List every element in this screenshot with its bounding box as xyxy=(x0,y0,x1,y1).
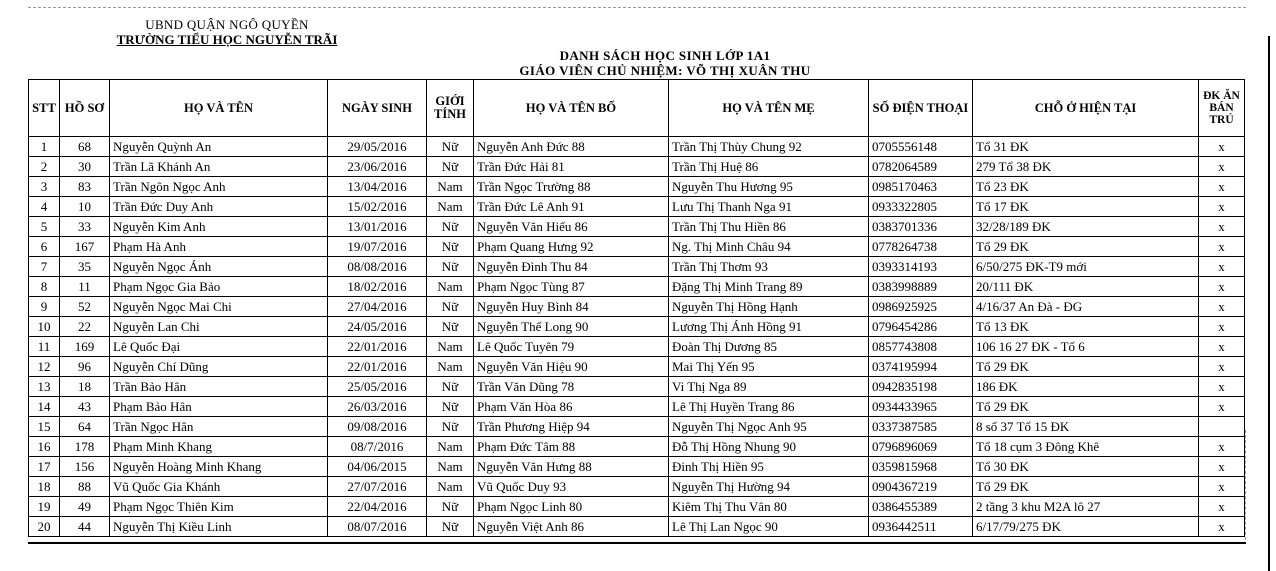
cell-ho-ten-me: Lê Thị Huyền Trang 86 xyxy=(669,397,869,417)
cell-ho-ten-bo: Phạm Ngọc Linh 80 xyxy=(474,497,669,517)
cell-ho-ten-bo: Nguyễn Việt Anh 86 xyxy=(474,517,669,537)
cell-ho-so: 49 xyxy=(60,497,110,517)
table-row xyxy=(29,457,1245,477)
cell-an-ban-tru: x xyxy=(1199,337,1245,357)
table-row xyxy=(29,317,1245,337)
cell-ho-ten-bo: Nguyễn Văn Hiếu 86 xyxy=(474,217,669,237)
cell-ho-ten-bo: Phạm Quang Hưng 92 xyxy=(474,237,669,257)
cell-ho-ten-me: Đặng Thị Minh Trang 89 xyxy=(669,277,869,297)
cell-ngay-sinh: 23/06/2016 xyxy=(328,157,427,177)
cell-ho-ten-me: Nguyễn Thị Hường 94 xyxy=(669,477,869,497)
table-header-row xyxy=(29,80,1245,137)
cell-gioi-tinh: Nữ xyxy=(427,417,474,437)
cell-ho-ten: Trần Lã Khánh An xyxy=(110,157,328,177)
print-area-border xyxy=(1245,430,1246,540)
cell-ho-ten: Phạm Ngọc Thiên Kim xyxy=(110,497,328,517)
cell-stt: 4 xyxy=(29,197,60,217)
cell-gioi-tinh: Nữ xyxy=(427,397,474,417)
col-header-ho-ten-bo: HỌ VÀ TÊN BỐ xyxy=(474,80,669,137)
cell-an-ban-tru: x xyxy=(1199,457,1245,477)
cell-cho-o: Tổ 29 ĐK xyxy=(973,357,1199,377)
table-row xyxy=(29,257,1245,277)
cell-stt: 17 xyxy=(29,457,60,477)
cell-so-dien-thoai: 0904367219 xyxy=(869,477,973,497)
cell-stt: 9 xyxy=(29,297,60,317)
cell-stt: 11 xyxy=(29,337,60,357)
col-header-gioi-tinh: GIỚI TÍNH xyxy=(427,80,474,137)
cell-stt: 15 xyxy=(29,417,60,437)
cell-ho-so: 169 xyxy=(60,337,110,357)
cell-ngay-sinh: 24/05/2016 xyxy=(328,317,427,337)
cell-so-dien-thoai: 0986925925 xyxy=(869,297,973,317)
cell-an-ban-tru: x xyxy=(1199,497,1245,517)
table-row xyxy=(29,177,1245,197)
cell-ho-ten-me: Nguyễn Thị Hồng Hạnh xyxy=(669,297,869,317)
cell-ho-ten: Nguyễn Ngọc Mai Chi xyxy=(110,297,328,317)
cell-ho-ten: Trần Ngọc Hân xyxy=(110,417,328,437)
cell-an-ban-tru: x xyxy=(1199,297,1245,317)
cell-an-ban-tru xyxy=(1199,417,1245,437)
cell-ho-so: 167 xyxy=(60,237,110,257)
cell-ngay-sinh: 08/08/2016 xyxy=(328,257,427,277)
cell-an-ban-tru: x xyxy=(1199,357,1245,377)
cell-stt: 1 xyxy=(29,137,60,157)
col-header-ngay-sinh: NGÀY SINH xyxy=(328,80,427,137)
cell-ho-ten-bo: Nguyễn Anh Đức 88 xyxy=(474,137,669,157)
cell-so-dien-thoai: 0985170463 xyxy=(869,177,973,197)
cell-cho-o: Tổ 17 ĐK xyxy=(973,197,1199,217)
cell-ho-ten-me: Nguyễn Thị Ngọc Anh 95 xyxy=(669,417,869,437)
cell-so-dien-thoai: 0383998889 xyxy=(869,277,973,297)
cell-ho-so: 52 xyxy=(60,297,110,317)
cell-ho-so: 178 xyxy=(60,437,110,457)
cell-ho-so: 18 xyxy=(60,377,110,397)
cell-ho-so: 68 xyxy=(60,137,110,157)
cell-gioi-tinh: Nam xyxy=(427,277,474,297)
cell-cho-o: 2 tầng 3 khu M2A lô 27 xyxy=(973,497,1199,517)
col-header-cho-o: CHỖ Ở HIỆN TẠI xyxy=(973,80,1199,137)
cell-ho-so: 64 xyxy=(60,417,110,437)
district-name: UBND QUẬN NGÔ QUYỀN xyxy=(145,17,309,32)
cell-an-ban-tru: x xyxy=(1199,237,1245,257)
cell-ngay-sinh: 18/02/2016 xyxy=(328,277,427,297)
cell-ho-ten-bo: Nguyễn Đình Thu 84 xyxy=(474,257,669,277)
table-row xyxy=(29,417,1245,437)
cell-ho-ten: Nguyễn Quỳnh An xyxy=(110,137,328,157)
cell-cho-o: 6/50/275 ĐK-T9 mới xyxy=(973,257,1199,277)
cell-ho-ten-bo: Trần Văn Dũng 78 xyxy=(474,377,669,397)
document-title xyxy=(330,48,1000,78)
cell-ho-ten: Trần Bảo Hân xyxy=(110,377,328,397)
cell-ho-ten-me: Vi Thị Nga 89 xyxy=(669,377,869,397)
cell-ho-so: 30 xyxy=(60,157,110,177)
cell-so-dien-thoai: 0393314193 xyxy=(869,257,973,277)
cell-stt: 14 xyxy=(29,397,60,417)
cell-stt: 16 xyxy=(29,437,60,457)
cell-ho-so: 88 xyxy=(60,477,110,497)
cell-cho-o: 279 Tổ 38 ĐK xyxy=(973,157,1199,177)
cell-ho-ten: Phạm Bảo Hân xyxy=(110,397,328,417)
cell-cho-o: 20/111 ĐK xyxy=(973,277,1199,297)
cell-ho-ten: Nguyễn Chí Dũng xyxy=(110,357,328,377)
cell-stt: 7 xyxy=(29,257,60,277)
page-bottom-border xyxy=(28,542,1246,544)
cell-ho-ten-me: Đỗ Thị Hồng Nhung 90 xyxy=(669,437,869,457)
cell-ho-ten-bo: Phạm Văn Hòa 86 xyxy=(474,397,669,417)
cell-ho-ten: Nguyễn Kim Anh xyxy=(110,217,328,237)
table-row xyxy=(29,497,1245,517)
cell-cho-o: 8 số 37 Tổ 15 ĐK xyxy=(973,417,1199,437)
cell-ho-so: 43 xyxy=(60,397,110,417)
table-row xyxy=(29,137,1245,157)
col-header-ho-ten: HỌ VÀ TÊN xyxy=(110,80,328,137)
cell-an-ban-tru: x xyxy=(1199,277,1245,297)
cell-ho-ten: Phạm Hà Anh xyxy=(110,237,328,257)
cell-gioi-tinh: Nữ xyxy=(427,217,474,237)
page-top-border xyxy=(28,7,1246,8)
table-row xyxy=(29,477,1245,497)
cell-ho-so: 11 xyxy=(60,277,110,297)
cell-so-dien-thoai: 0374195994 xyxy=(869,357,973,377)
cell-stt: 19 xyxy=(29,497,60,517)
cell-ho-ten-bo: Phạm Ngọc Tùng 87 xyxy=(474,277,669,297)
table-row xyxy=(29,157,1245,177)
cell-ho-so: 33 xyxy=(60,217,110,237)
cell-cho-o: Tổ 29 ĐK xyxy=(973,237,1199,257)
cell-an-ban-tru: x xyxy=(1199,317,1245,337)
cell-gioi-tinh: Nam xyxy=(427,337,474,357)
cell-ho-ten-me: Đinh Thị Hiền 95 xyxy=(669,457,869,477)
cell-ngay-sinh: 08/7/2016 xyxy=(328,437,427,457)
cell-cho-o: 186 ĐK xyxy=(973,377,1199,397)
cell-cho-o: Tổ 29 ĐK xyxy=(973,397,1199,417)
cell-gioi-tinh: Nam xyxy=(427,357,474,377)
page-right-border xyxy=(1268,36,1270,571)
cell-ngay-sinh: 22/04/2016 xyxy=(328,497,427,517)
cell-so-dien-thoai: 0705556148 xyxy=(869,137,973,157)
col-header-so-dien-thoai: SỐ ĐIỆN THOẠI xyxy=(869,80,973,137)
cell-ho-ten: Nguyễn Lan Chi xyxy=(110,317,328,337)
cell-gioi-tinh: Nam xyxy=(427,457,474,477)
cell-cho-o: Tổ 23 ĐK xyxy=(973,177,1199,197)
cell-ngay-sinh: 15/02/2016 xyxy=(328,197,427,217)
table-row xyxy=(29,357,1245,377)
cell-ho-so: 156 xyxy=(60,457,110,477)
table-row xyxy=(29,237,1245,257)
cell-ho-ten-bo: Nguyễn Văn Hiệu 90 xyxy=(474,357,669,377)
cell-ho-ten-bo: Nguyễn Văn Hưng 88 xyxy=(474,457,669,477)
cell-so-dien-thoai: 0796896069 xyxy=(869,437,973,457)
table-row xyxy=(29,397,1245,417)
table-row xyxy=(29,197,1245,217)
cell-ngay-sinh: 08/07/2016 xyxy=(328,517,427,537)
cell-ho-ten: Nguyễn Hoàng Minh Khang xyxy=(110,457,328,477)
table-row xyxy=(29,517,1245,537)
cell-gioi-tinh: Nam xyxy=(427,437,474,457)
cell-so-dien-thoai: 0386455389 xyxy=(869,497,973,517)
cell-ho-ten-me: Trần Thị Huệ 86 xyxy=(669,157,869,177)
cell-ho-ten: Nguyễn Thị Kiều Linh xyxy=(110,517,328,537)
table-row xyxy=(29,297,1245,317)
cell-so-dien-thoai: 0857743808 xyxy=(869,337,973,357)
cell-ngay-sinh: 26/03/2016 xyxy=(328,397,427,417)
cell-ngay-sinh: 27/04/2016 xyxy=(328,297,427,317)
cell-ngay-sinh: 13/01/2016 xyxy=(328,217,427,237)
cell-cho-o: Tổ 13 ĐK xyxy=(973,317,1199,337)
cell-stt: 5 xyxy=(29,217,60,237)
cell-cho-o: 32/28/189 ĐK xyxy=(973,217,1199,237)
cell-ngay-sinh: 22/01/2016 xyxy=(328,357,427,377)
cell-gioi-tinh: Nam xyxy=(427,177,474,197)
cell-so-dien-thoai: 0782064589 xyxy=(869,157,973,177)
cell-so-dien-thoai: 0383701336 xyxy=(869,217,973,237)
cell-ho-so: 10 xyxy=(60,197,110,217)
cell-gioi-tinh: Nam xyxy=(427,477,474,497)
cell-an-ban-tru: x xyxy=(1199,517,1245,537)
cell-cho-o: Tổ 31 ĐK xyxy=(973,137,1199,157)
cell-ngay-sinh: 22/01/2016 xyxy=(328,337,427,357)
cell-so-dien-thoai: 0942835198 xyxy=(869,377,973,397)
cell-an-ban-tru: x xyxy=(1199,397,1245,417)
cell-ngay-sinh: 25/05/2016 xyxy=(328,377,427,397)
cell-ho-so: 83 xyxy=(60,177,110,197)
cell-stt: 3 xyxy=(29,177,60,197)
cell-ho-ten-me: Trần Thị Thu Hiền 86 xyxy=(669,217,869,237)
class-list-title: DANH SÁCH HỌC SINH LỚP 1A1 xyxy=(559,48,771,63)
homeroom-teacher: GIÁO VIÊN CHỦ NHIỆM: VÕ THỊ XUÂN THU xyxy=(519,63,811,78)
cell-an-ban-tru: x xyxy=(1199,137,1245,157)
cell-ho-ten-me: Trần Thị Thùy Chung 92 xyxy=(669,137,869,157)
cell-ho-ten-bo: Nguyễn Huy Bình 84 xyxy=(474,297,669,317)
cell-so-dien-thoai: 0936442511 xyxy=(869,517,973,537)
cell-gioi-tinh: Nam xyxy=(427,197,474,217)
cell-an-ban-tru: x xyxy=(1199,257,1245,277)
table-row xyxy=(29,277,1245,297)
cell-an-ban-tru: x xyxy=(1199,477,1245,497)
cell-ho-ten: Phạm Ngọc Gia Bảo xyxy=(110,277,328,297)
cell-ho-ten-me: Kiêm Thị Thu Vân 80 xyxy=(669,497,869,517)
cell-ho-so: 96 xyxy=(60,357,110,377)
cell-ho-ten: Trần Đức Duy Anh xyxy=(110,197,328,217)
cell-stt: 2 xyxy=(29,157,60,177)
cell-stt: 20 xyxy=(29,517,60,537)
cell-so-dien-thoai: 0337387585 xyxy=(869,417,973,437)
organization-header xyxy=(62,17,392,47)
cell-gioi-tinh: Nữ xyxy=(427,137,474,157)
cell-ho-ten-me: Ng. Thị Minh Châu 94 xyxy=(669,237,869,257)
cell-ngay-sinh: 29/05/2016 xyxy=(328,137,427,157)
cell-an-ban-tru: x xyxy=(1199,197,1245,217)
student-table xyxy=(28,79,1245,537)
cell-ho-ten: Phạm Minh Khang xyxy=(110,437,328,457)
cell-gioi-tinh: Nữ xyxy=(427,377,474,397)
table-row xyxy=(29,337,1245,357)
cell-ho-ten-bo: Vũ Quốc Duy 93 xyxy=(474,477,669,497)
cell-cho-o: Tổ 30 ĐK xyxy=(973,457,1199,477)
cell-ho-ten-bo: Trần Ngọc Trường 88 xyxy=(474,177,669,197)
cell-ho-ten: Nguyễn Ngọc Ánh xyxy=(110,257,328,277)
cell-gioi-tinh: Nữ xyxy=(427,497,474,517)
cell-ngay-sinh: 27/07/2016 xyxy=(328,477,427,497)
cell-cho-o: 106 16 27 ĐK - Tổ 6 xyxy=(973,337,1199,357)
cell-stt: 18 xyxy=(29,477,60,497)
cell-ho-ten-me: Đoàn Thị Dương 85 xyxy=(669,337,869,357)
cell-ho-ten: Lê Quốc Đại xyxy=(110,337,328,357)
cell-ho-ten-bo: Trần Phương Hiệp 94 xyxy=(474,417,669,437)
table-row xyxy=(29,377,1245,397)
cell-stt: 8 xyxy=(29,277,60,297)
cell-ho-so: 22 xyxy=(60,317,110,337)
cell-gioi-tinh: Nữ xyxy=(427,237,474,257)
cell-ho-so: 35 xyxy=(60,257,110,277)
col-header-an-ban-tru: ĐK ĂN BÁN TRÚ xyxy=(1199,80,1245,137)
cell-gioi-tinh: Nữ xyxy=(427,157,474,177)
cell-gioi-tinh: Nữ xyxy=(427,257,474,277)
cell-ngay-sinh: 19/07/2016 xyxy=(328,237,427,257)
cell-ho-ten-me: Mai Thị Yến 95 xyxy=(669,357,869,377)
cell-ho-ten-bo: Nguyễn Thế Long 90 xyxy=(474,317,669,337)
cell-ho-ten: Trần Ngôn Ngọc Anh xyxy=(110,177,328,197)
cell-cho-o: 6/17/79/275 ĐK xyxy=(973,517,1199,537)
cell-ho-ten-bo: Trần Đức Lê Anh 91 xyxy=(474,197,669,217)
cell-ho-ten-me: Nguyễn Thu Hương 95 xyxy=(669,177,869,197)
cell-an-ban-tru: x xyxy=(1199,437,1245,457)
cell-so-dien-thoai: 0359815968 xyxy=(869,457,973,477)
cell-ho-ten-bo: Phạm Đức Tâm 88 xyxy=(474,437,669,457)
cell-stt: 12 xyxy=(29,357,60,377)
cell-so-dien-thoai: 0933322805 xyxy=(869,197,973,217)
cell-ho-ten: Vũ Quốc Gia Khánh xyxy=(110,477,328,497)
student-table-body xyxy=(29,137,1245,537)
cell-so-dien-thoai: 0778264738 xyxy=(869,237,973,257)
cell-ho-so: 44 xyxy=(60,517,110,537)
table-row xyxy=(29,217,1245,237)
cell-an-ban-tru: x xyxy=(1199,177,1245,197)
cell-ho-ten-me: Lương Thị Ánh Hồng 91 xyxy=(669,317,869,337)
cell-ho-ten-me: Lưu Thị Thanh Nga 91 xyxy=(669,197,869,217)
cell-gioi-tinh: Nữ xyxy=(427,317,474,337)
table-row xyxy=(29,437,1245,457)
col-header-ho-ten-me: HỌ VÀ TÊN MẸ xyxy=(669,80,869,137)
cell-cho-o: 4/16/37 An Đà - ĐG xyxy=(973,297,1199,317)
cell-cho-o: Tổ 18 cụm 3 Đông Khê xyxy=(973,437,1199,457)
cell-ho-ten-bo: Lê Quốc Tuyên 79 xyxy=(474,337,669,357)
cell-ngay-sinh: 09/08/2016 xyxy=(328,417,427,437)
cell-ho-ten-me: Lê Thị Lan Ngọc 90 xyxy=(669,517,869,537)
cell-so-dien-thoai: 0934433965 xyxy=(869,397,973,417)
cell-ngay-sinh: 13/04/2016 xyxy=(328,177,427,197)
cell-ho-ten-me: Trần Thị Thơm 93 xyxy=(669,257,869,277)
cell-cho-o: Tổ 29 ĐK xyxy=(973,477,1199,497)
cell-gioi-tinh: Nữ xyxy=(427,297,474,317)
cell-gioi-tinh: Nữ xyxy=(427,517,474,537)
cell-stt: 10 xyxy=(29,317,60,337)
cell-an-ban-tru: x xyxy=(1199,157,1245,177)
cell-an-ban-tru: x xyxy=(1199,377,1245,397)
cell-stt: 6 xyxy=(29,237,60,257)
col-header-stt: STT xyxy=(29,80,60,137)
cell-ngay-sinh: 04/06/2015 xyxy=(328,457,427,477)
cell-ho-ten-bo: Trần Đức Hải 81 xyxy=(474,157,669,177)
school-name: TRƯỜNG TIỂU HỌC NGUYỄN TRÃI xyxy=(116,32,338,47)
cell-stt: 13 xyxy=(29,377,60,397)
cell-an-ban-tru: x xyxy=(1199,217,1245,237)
cell-so-dien-thoai: 0796454286 xyxy=(869,317,973,337)
col-header-ho-so: HỒ SƠ xyxy=(60,80,110,137)
